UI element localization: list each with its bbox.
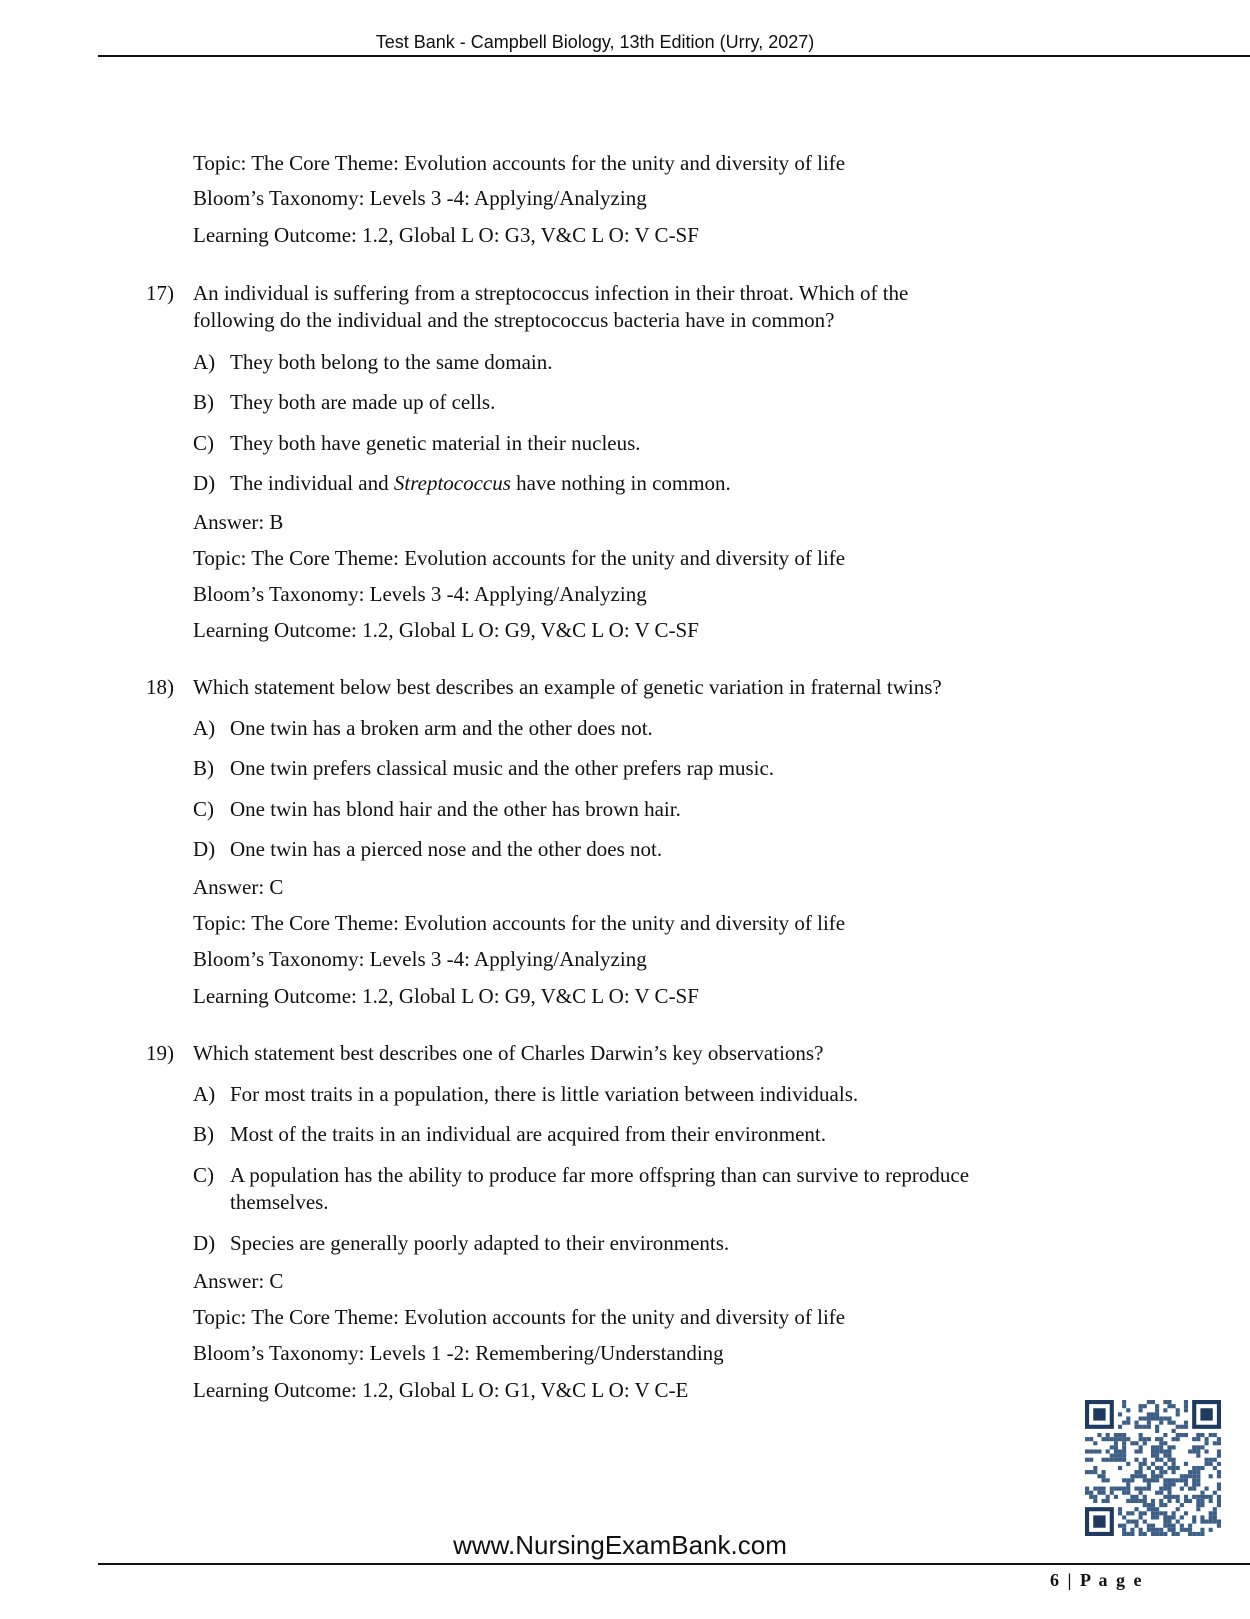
bloom-line: Bloom’s Taxonomy: Levels 3 -4: Applying/Analyzing (193, 186, 647, 210)
option-text-pre: The individual and (230, 471, 394, 495)
option-text: They both are made up of cells. (230, 390, 496, 414)
option-letter: D) (193, 1231, 216, 1255)
option-text: Species are generally poorly adapted to their environments. (230, 1231, 730, 1255)
option-text: One twin prefers classical music and the other prefers rap music. (230, 756, 775, 780)
outcome-line: Learning Outcome: 1.2, Global L O: G9, V&C L O: V C-SF (193, 984, 699, 1008)
option-letter: C) (193, 1163, 214, 1187)
option-text: One twin has a pierced nose and the other does not. (230, 837, 663, 861)
answer-line: Answer: B (193, 510, 284, 534)
topic-line: Topic: The Core Theme: Evolution accounts for the unity and diversity of life (193, 1305, 846, 1329)
bloom-line: Bloom’s Taxonomy: Levels 1 -2: Remembering/Understanding (193, 1341, 724, 1365)
question-19-number: 19) (146, 1041, 174, 1065)
option-letter: B) (193, 390, 214, 414)
option-letter: A) (193, 1082, 216, 1106)
option-text: A population has the ability to produce far more offspring than can survive to reproduce (230, 1163, 970, 1187)
question-19-text: Which statement best describes one of Charles Darwin’s key observations? (193, 1041, 824, 1065)
option-text-post: have nothing in common. (510, 471, 731, 495)
option-text-italic: Streptococcus (393, 471, 511, 495)
question-18-number: 18) (146, 675, 174, 699)
footer-website: www.NursingExamBank.com (453, 1530, 787, 1560)
option-text (230, 470, 731, 496)
bloom-line: Bloom’s Taxonomy: Levels 3 -4: Applying/Analyzing (193, 582, 647, 606)
option-letter: D) (193, 471, 216, 495)
option-letter: C) (193, 431, 214, 455)
answer-line: Answer: C (193, 1269, 284, 1293)
answer-line: Answer: C (193, 875, 284, 899)
qr-code-icon (1085, 1400, 1221, 1536)
option-text: They both have genetic material in their nucleus. (230, 431, 641, 455)
topic-line: Topic: The Core Theme: Evolution accounts for the unity and diversity of life (193, 151, 846, 175)
option-text: Most of the traits in an individual are acquired from their environment. (230, 1122, 826, 1146)
question-18-text: Which statement below best describes an example of genetic variation in fraternal twins? (193, 675, 942, 699)
topic-line: Topic: The Core Theme: Evolution accounts for the unity and diversity of life (193, 911, 846, 935)
outcome-line: Learning Outcome: 1.2, Global L O: G1, V&C L O: V C-E (193, 1378, 689, 1402)
question-17-text-line2: following do the individual and the streptococcus bacteria have in common? (193, 308, 835, 332)
option-letter: A) (193, 350, 216, 374)
header-rule (98, 55, 1250, 57)
option-letter: A) (193, 716, 216, 740)
bloom-line: Bloom’s Taxonomy: Levels 3 -4: Applying/Analyzing (193, 947, 647, 971)
option-text: For most traits in a population, there is little variation between individuals. (230, 1082, 859, 1106)
question-17-text-line1: An individual is suffering from a streptococcus infection in their throat. Which of the (193, 281, 909, 305)
option-text: One twin has blond hair and the other has brown hair. (230, 797, 681, 821)
page-number: 6 | P a g e (1050, 1570, 1144, 1590)
footer-rule (98, 1563, 1250, 1565)
option-letter: C) (193, 797, 214, 821)
outcome-line: Learning Outcome: 1.2, Global L O: G3, V&C L O: V C-SF (193, 223, 699, 247)
option-letter: B) (193, 1122, 214, 1146)
option-letter: D) (193, 837, 216, 861)
topic-line: Topic: The Core Theme: Evolution accounts for the unity and diversity of life (193, 546, 846, 570)
question-17-number: 17) (146, 281, 174, 305)
option-letter: B) (193, 756, 214, 780)
running-header: Test Bank - Campbell Biology, 13th Edition (Urry, 2027) (375, 32, 815, 52)
option-text-continued: themselves. (230, 1190, 329, 1214)
outcome-line: Learning Outcome: 1.2, Global L O: G9, V&C L O: V C-SF (193, 618, 699, 642)
option-text: One twin has a broken arm and the other does not. (230, 716, 653, 740)
option-text: They both belong to the same domain. (230, 350, 553, 374)
